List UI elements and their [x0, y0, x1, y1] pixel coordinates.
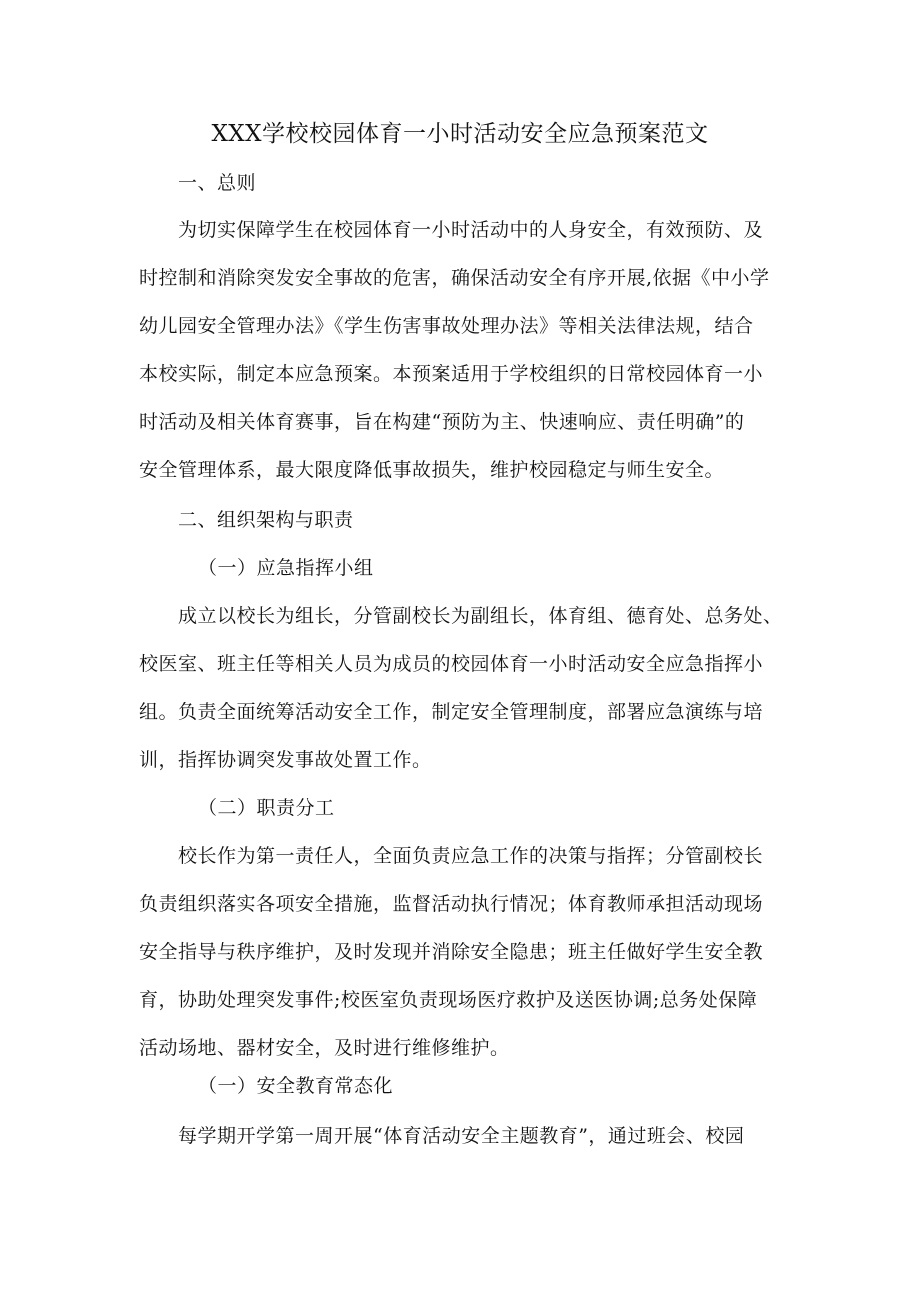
- paragraph-line: 育，协助处理突发事件;校医室负责现场医疗救护及送医协调;总务处保障: [139, 989, 758, 1011]
- paragraph-line: 活动场地、器材安全，及时进行维修维护。: [139, 1037, 510, 1059]
- paragraph-line: 为切实保障学生在校园体育一小时活动中的人身安全，有效预防、及: [178, 219, 764, 241]
- paragraph-line: 负责组织落实各项安全措施，监督活动执行情况；体育教师承担活动现场: [139, 893, 764, 915]
- paragraph-line: 组。负责全面统筹活动安全工作，制定安全管理制度，部署应急演练与培: [139, 701, 764, 723]
- paragraph-line: 校医室、班主任等相关人员为成员的校园体育一小时活动安全应急指挥小: [139, 653, 764, 675]
- paragraph-line: 本校实际，制定本应急预案。本预案适用于学校组织的日常校园体育一小: [139, 363, 764, 385]
- paragraph-line: 校长作为第一责任人，全面负责应急工作的决策与指挥；分管副校长: [178, 845, 764, 867]
- paragraph-line: 成立以校长为组长，分管副校长为副组长，体育组、德育处、总务处、: [178, 605, 783, 627]
- paragraph-line: 安全管理体系，最大限度降低事故损失，维护校园稳定与师生安全。: [139, 459, 725, 481]
- section-heading-organization: 二、组织架构与职责: [178, 509, 354, 531]
- paragraph-line: 每学期开学第一周开展“体育活动安全主题教育”，通过班会、校园: [178, 1125, 745, 1147]
- subsection-heading-safety-education: （一）安全教育常态化: [198, 1075, 394, 1097]
- document-title: XXX学校校园体育一小时活动安全应急预案范文: [211, 121, 709, 147]
- subsection-heading-duties: （二）职责分工: [198, 797, 335, 819]
- paragraph-line: 安全指导与秩序维护，及时发现并消除安全隐患；班主任做好学生安全教: [139, 941, 764, 963]
- paragraph-line: 时活动及相关体育赛事，旨在构建“预防为主、快速响应、责任明确”的: [139, 411, 745, 433]
- paragraph-line: 时控制和消除突发安全事故的危害，确保活动安全有序开展,依据《中小学: [139, 267, 770, 289]
- paragraph-line: 幼儿园安全管理办法》《学生伤害事故处理办法》等相关法律法规，结合: [139, 315, 754, 337]
- subsection-heading-command-group: （一）应急指挥小组: [198, 557, 374, 579]
- paragraph-line: 训，指挥协调突发事故处置工作。: [139, 749, 432, 771]
- section-heading-general: 一、总则: [178, 172, 257, 194]
